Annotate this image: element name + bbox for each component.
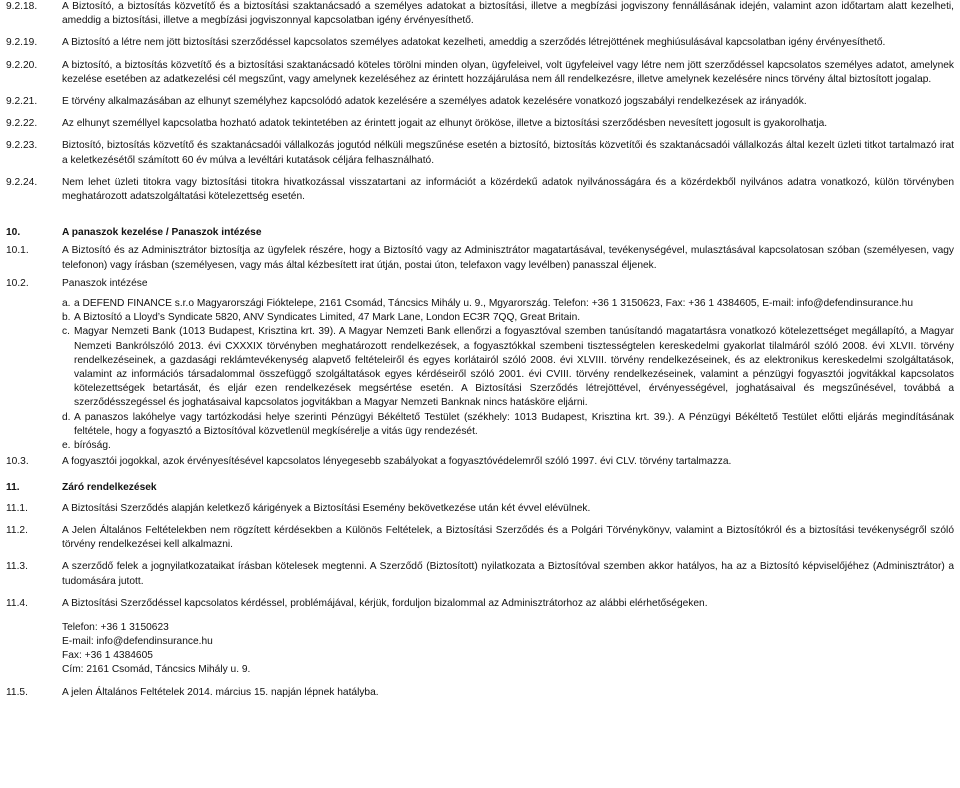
para-text: Biztosító, biztosítás közvetítő és szaktanácsadói vállalkozás jogutód nélküli megszűnése esetén a biztosító, biztosítás közvetítői és szaktanácsadói vállalkozás által kezelt üzleti titkot tartalmazó irat a keletkezésétől számított 60 év múlva a levéltári kutatások céljára felhasználható. xyxy=(62,140,954,166)
para-11-1 xyxy=(6,502,954,516)
section-number: 11. xyxy=(6,482,20,494)
para-text: Nem lehet üzleti titokra vagy biztosítási titokra hivatkozással visszatartani az információt a közérdekű adatok nyilvánosságára és a közérdekből nyilvános adatra vonatkozó, külön törvényben meghatározott adatszolgáltatási kötelezettség esetén. xyxy=(62,176,954,203)
para-text: A Biztosító a létre nem jött biztosítási szerződéssel kapcsolatos személyes adatokat kezelheti, ameddig a szerződés létrejöttének meghiúsulásával kapcsolatban igény érvényesíthető. xyxy=(62,37,886,49)
list-item-text: bíróság. xyxy=(74,440,111,452)
section-title: A panaszok kezelése / Panaszok intézése xyxy=(62,227,262,239)
list-item xyxy=(62,325,954,410)
complaint-channel-list xyxy=(62,297,954,453)
para-number: 10.1. xyxy=(6,245,29,257)
section-title: Záró rendelkezések xyxy=(62,482,157,494)
para-text: A jelen Általános Feltételek 2014. március 15. napján lépnek hatályba. xyxy=(62,686,379,698)
complaint-channels xyxy=(6,297,954,453)
para-text: Az elhunyt személlyel kapcsolatba hozható adatok tekintetében az érintett jogait az elhunyt örököse, illetve a biztosítási szerződésben nevesített jogosult is gyakorolhatja. xyxy=(62,118,828,130)
para-11-3 xyxy=(6,560,954,588)
para-9-2-24 xyxy=(6,176,954,204)
para-number: 9.2.24. xyxy=(6,176,38,188)
para-number: 11.5. xyxy=(6,686,28,698)
para-10-2 xyxy=(6,277,954,291)
list-item-label: b. xyxy=(62,312,71,324)
para-text: Panaszok intézése xyxy=(62,277,148,289)
para-number: 11.2. xyxy=(6,524,28,536)
list-item-text: a DEFEND FINANCE s.r.o Magyarországi Fióktelepe, 2161 Csomád, Táncsics Mihály u. 9., Mgyarország. Telefon: +36 1 3150623, Fax: +36 1 4384605, E-mail: info@defendinsurance.hu xyxy=(74,298,913,310)
para-text: A fogyasztói jogokkal, azok érvényesítésével kapcsolatos lényegesebb szabályokat a fogyasztóvédelemről szóló 1997. évi CLV. törvény tartalmazza. xyxy=(62,456,732,468)
para-number: 9.2.20. xyxy=(6,59,38,71)
list-item xyxy=(62,439,954,453)
list-item xyxy=(62,411,954,439)
list-item-label: a. xyxy=(62,298,71,310)
para-text: A Biztosító és az Adminisztrátor biztosítja az ügyfelek részére, hogy a Biztosító vagy az Adminisztrátor magatartásával, tevékenységével, mulasztásával kapcsolatosan szóban (személyesen, vagy telefonon) vagy írásban (személyesen, vagy más által kézbesített irat útján, postai úton, telefaxon vagy levélben) panasszal éljenek. xyxy=(62,245,954,271)
list-item-label: e. xyxy=(62,440,71,452)
list-item-label: d. xyxy=(62,411,71,423)
para-number: 10.3. xyxy=(6,456,29,468)
para-9-2-22 xyxy=(6,117,954,131)
list-item-text: A Biztosító a Lloyd’s Syndicate 5820, ANV Syndicates Limited, 47 Mark Lane, London EC3R 7QQ, Great Britain. xyxy=(74,312,581,324)
para-number: 11.3. xyxy=(6,561,28,573)
para-number: 9.2.18. xyxy=(6,1,38,12)
list-item-text: A panaszos lakóhelye vagy tartózkodási helye szerinti Pénzügyi Békéltető Testület (székhely: 1013 Budapest, Krisztina krt. 39.). A Pénzügyi Békéltető Testület előtti eljárás megindításának feltétele, hogy a fogyasztó a Biztosítóval közvetlenül megkísérelje a vitás ügy rendezését. xyxy=(74,411,954,437)
section-11-heading xyxy=(6,481,954,495)
section-number: 10. xyxy=(6,227,21,239)
para-text: A szerződő felek a jognyilatkozataikat írásban kötelesek megtenni. A Szerződő (Biztosított) nyilatkozata a Biztosítóval szemben akkor hatályos, ha az a Biztosító képviselőjéhez (Adminisztrátor) a tudomására jutott. xyxy=(62,561,954,587)
para-number: 9.2.23. xyxy=(6,140,38,152)
para-number: 9.2.22. xyxy=(6,118,38,130)
para-11-2 xyxy=(6,524,954,552)
list-item-text: Magyar Nemzeti Bank (1013 Budapest, Krisztina krt. 39). A Magyar Nemzeti Bank ellenőrzi a fogyasztóval szemben tanúsítandó magatartásra vonatkozó kötelezettséget megállapító, a Magyar Nemzeti Bankrólszóló 2013. évi CXXXIX törvényben meghatározott rendelkezések, a fogyasztókkal szembeni tisztességtelen kereskedelmi gyakorlat tilalmáról szóló 2008. évi XLVII. törvény rendelkezéseinek, a gazdasági reklámtevékenység alapvető feltételeiről és egyes korlátairól szóló 2008. évi XLVIII. törvény rendelkezéseinek, és az elektronikus kereskedelmi szolgáltatások, valamint az információs társadalommal összefüggő szolgáltatások egyes kérdéseiről szóló 2001. évi CVIII. törvény rendelkezéseinek, valamint a pénzügyi fogyasztói jogvitákkal kapcsolatos kötelezettségek betartását, és eljár ezen rendelkezések megsértése esetén. A Biztosítási Szerződés létrejöttével, érvényességével, joghatásaival és megszűnésével, továbbá a szerződésszegéssel és joghatásaival kapcsolatos jogvitákban a Magyar Nemzeti Banknak nincs hatásköre eljárni. xyxy=(74,326,954,409)
contact-fax: Fax: +36 1 4384605 xyxy=(62,650,153,662)
contact-email: E-mail: info@defendinsurance.hu xyxy=(62,636,213,648)
para-11-4 xyxy=(6,597,954,611)
list-item-label: c. xyxy=(62,326,70,338)
para-11-5 xyxy=(6,686,954,700)
contact-block xyxy=(6,621,954,678)
para-9-2-23 xyxy=(6,139,954,167)
list-item xyxy=(62,297,954,311)
para-number: 11.4. xyxy=(6,597,28,609)
para-text: A Biztosítási Szerződés alapján keletkező kárigények a Biztosítási Esemény bekövetkezése után két évvel elévülnek. xyxy=(62,502,591,514)
para-number: 9.2.21. xyxy=(6,96,38,108)
para-10-3 xyxy=(6,455,954,469)
contact-address: Cím: 2161 Csomád, Táncsics Mihály u. 9. xyxy=(62,664,251,676)
contact-phone: Telefon: +36 1 3150623 xyxy=(62,621,169,633)
para-text: A Biztosító, a biztosítás közvetítő és a biztosítási szaktanácsadó a személyes adatokat a biztosítási, illetve a megbízási jogviszony fennállásának idején, valamint azon időtartam alatt kezelheti, ameddig a biztosítási, illetve a megbízási jogviszonnyal kapcsolatban igény érvényesíthető. xyxy=(62,1,954,27)
para-9-2-20 xyxy=(6,59,954,87)
para-text: E törvény alkalmazásában az elhunyt személyhez kapcsolódó adatok kezelésére a személyes adatok kezelésére vonatkozó jogszabályi rendelkezések az irányadók. xyxy=(62,96,807,108)
list-item xyxy=(62,311,954,325)
para-9-2-19 xyxy=(6,36,954,50)
para-text: A biztosító, a biztosítás közvetítő és a biztosítási szaktanácsadó köteles törölni minden olyan, ügyfeleivel, volt ügyfeleivel vagy létre nem jött szerződéssel kapcsolatos személyes adatot, amelynek kezelése esetében az adatkezelési cél megszűnt, vagy amelynek kezeléséhez az érintett hozzájárulása nem áll rendelkezésre, illetve amelynek kezelésére nincs törvény által biztosított jogalap. xyxy=(62,59,954,85)
para-9-2-18 xyxy=(6,0,954,28)
para-number: 9.2.19. xyxy=(6,37,38,49)
section-10-heading xyxy=(6,226,954,240)
para-text: A Jelen Általános Feltételekben nem rögzített kérdésekben a Különös Feltételek, a Biztosítási Szerződés és a Polgári Törvénykönyv, valamint a Biztosítókról és a biztosítási tevékenységről szóló törvény rendelkezései kell alkalmazni. xyxy=(62,524,954,551)
para-9-2-21 xyxy=(6,95,954,109)
para-10-1 xyxy=(6,244,954,272)
para-number: 11.1. xyxy=(6,502,28,514)
para-number: 10.2. xyxy=(6,277,29,289)
para-text: A Biztosítási Szerződéssel kapcsolatos kérdéssel, problémájával, kérjük, forduljon bizalommal az Adminisztrátorhoz az alábbi elérhetőségeken. xyxy=(62,597,708,609)
